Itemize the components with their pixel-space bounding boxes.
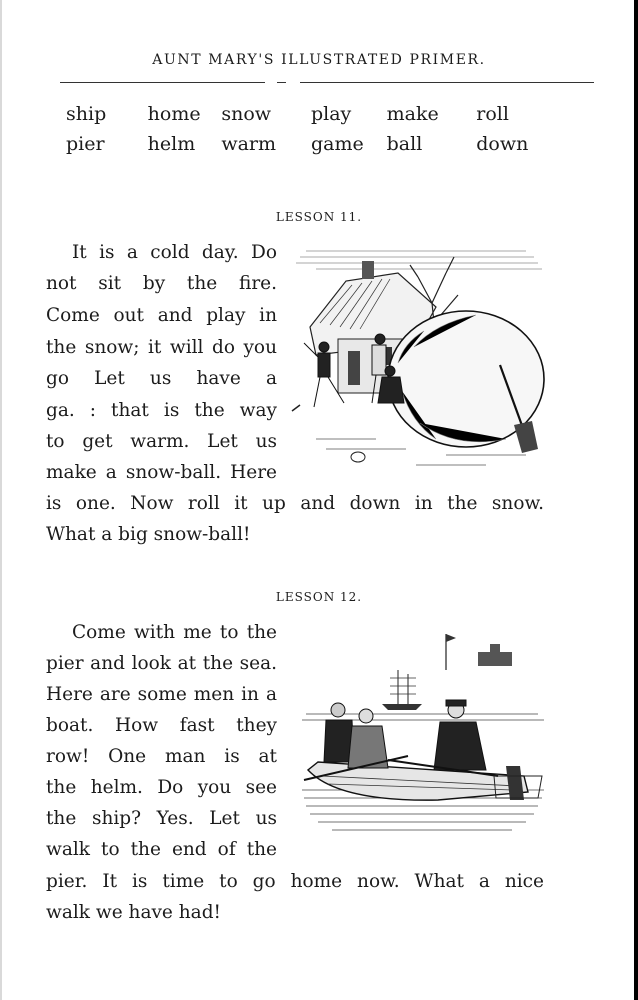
lesson-11-line: to get warm. Let us: [46, 431, 277, 452]
lesson-11-line: not sit by the fire.: [46, 273, 277, 294]
lesson-12-line: the helm. Do you see: [46, 777, 277, 798]
word: helm: [147, 133, 196, 155]
word: pier: [66, 133, 105, 155]
word: ball: [386, 133, 423, 155]
lesson-11-line: is one. Now roll it up and down in the snow.: [46, 493, 544, 514]
lesson-11-heading: LESSON 11.: [275, 210, 363, 224]
lesson-12-line: Come with me to the: [72, 622, 277, 643]
word: make: [386, 103, 439, 125]
scan-left-edge: [0, 0, 2, 1000]
lesson-11-line: Come out and play in: [46, 305, 277, 326]
lesson-12-line: row! One man is at: [46, 746, 277, 767]
lesson-11-line: make a snow-ball. Here: [46, 462, 277, 483]
lesson-12-line: walk to the end of the: [46, 839, 277, 860]
lesson-11-line: What a big snow-ball!: [46, 524, 251, 545]
header-rule: [60, 82, 594, 83]
rowboat-engraving: [298, 630, 548, 850]
word-row: [66, 103, 536, 133]
lesson-12-line: walk we have had!: [46, 902, 221, 923]
word: down: [476, 133, 529, 155]
lesson-12-line: the ship? Yes. Let us: [46, 808, 277, 829]
lesson-12-line: Here are some men in a: [46, 684, 277, 705]
word: play: [310, 103, 352, 125]
lesson-11-line: the snow; it will do you: [46, 337, 277, 358]
word-row: [66, 133, 536, 163]
word: home: [147, 103, 201, 125]
lesson-11-line: go Let us have a: [46, 368, 277, 389]
snowball-engraving: [286, 243, 548, 477]
running-head: AUNT MARY'S ILLUSTRATED PRIMER.: [152, 52, 486, 68]
word: snow: [221, 103, 272, 125]
word: warm: [221, 133, 277, 155]
lesson-12-line: boat. How fast they: [46, 715, 277, 736]
word: ship: [66, 103, 107, 125]
lesson-12-heading: LESSON 12.: [275, 590, 363, 604]
word-list: [66, 103, 536, 163]
lesson-12-line: pier. It is time to go home now. What a nice: [46, 871, 544, 892]
scan-right-edge: [634, 0, 638, 1000]
lesson-12-line: pier and look at the sea.: [46, 653, 277, 674]
lesson-11-line: It is a cold day. Do: [72, 242, 277, 263]
word: game: [310, 133, 364, 155]
lesson-11-line: ga. : that is the way: [46, 400, 277, 421]
word: roll: [476, 103, 509, 125]
